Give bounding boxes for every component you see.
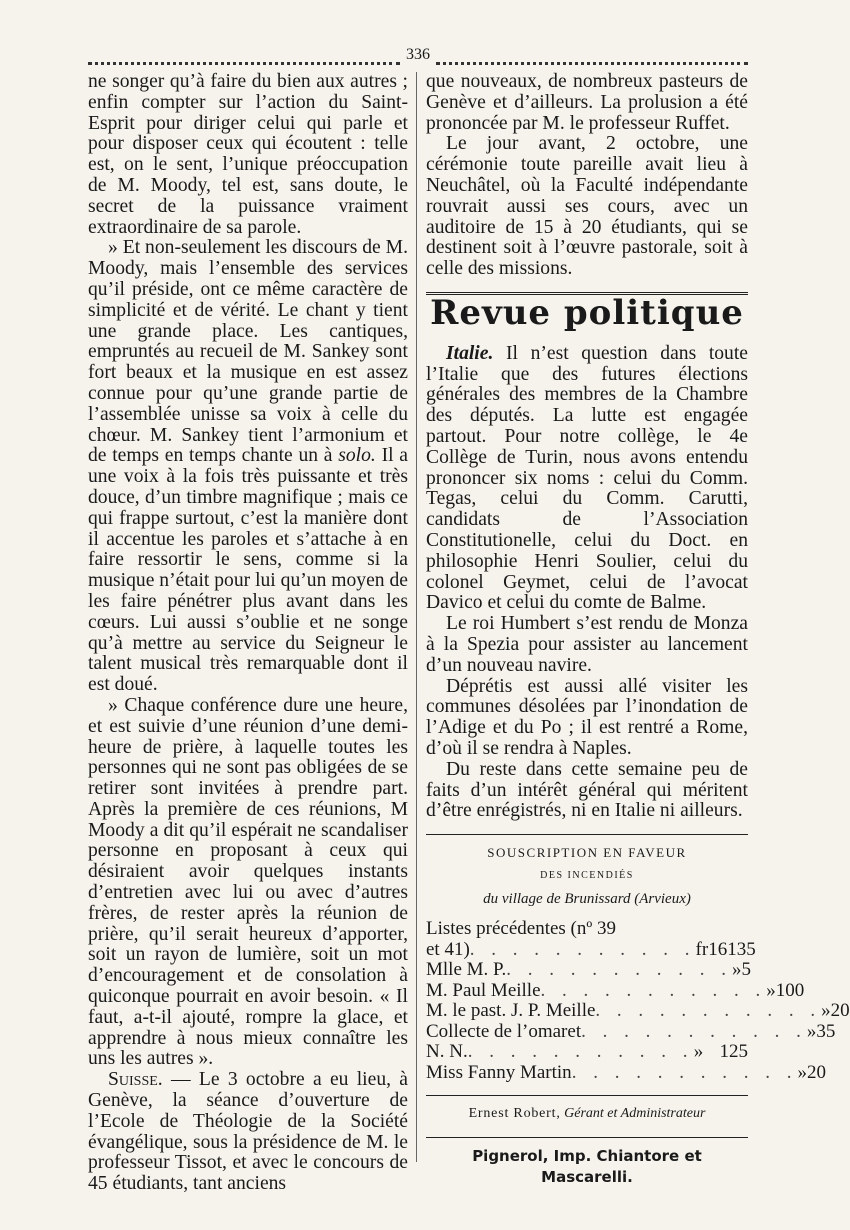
- right-column: [426, 71, 850, 1188]
- section-heading: Revue politique: [430, 292, 744, 333]
- paragraph: [88, 1070, 408, 1195]
- paragraph: [88, 238, 408, 696]
- manager-credit: [426, 1104, 748, 1125]
- paragraph: » Chaque conférence dure une heure, et est suivie d’une réunion d’une demi-heure de prière, à laquelle toutes les personnes qui ne sont pas obligées de se retirer sont invitées à prendre part. Après la première de ces réunions, M Moody a dit qu’il espérait ne scandaliser personne en proposant à ceux qui désiraient avoir quelques instants d’entretien avec lui ou avec d’autres frères, de rester après la réunion de prière, qu’il serait heureux d’apporter, soit un rayon de lumière, soit un mot d’encouragement et de consolation à quiconque pourrait en avoir besoin. « Il faut, a-t-il ajouté, rompre la glace, et apprendre à nous mieux connaître les uns les autres ».: [88, 694, 408, 1070]
- paragraph: Le roi Humbert s’est rendu de Monza à la Spezia pour assister au lancement d’un nouveau navire.: [426, 613, 748, 676]
- subscription-subtitle: DES INCENDIÉS: [540, 869, 634, 881]
- paragraph-text: Il a une voix à la fois très puissante et très douce, d’un timbre magnifique ; mais ce qui frappe surtout, c’est la manière dont il accentue les paroles et s’attache à en faire ressortir le sens, comme si la musique n’était pour lui qu’un moyen de les faire pénétrer plus avant dans les cœurs. Lui aussi s’oublie et ne songe qu’à mettre au service du Seigneur le talent musical très remarquable dont il est doué.: [88, 445, 408, 696]
- section-divider: [426, 1095, 748, 1096]
- donation-row: Collecte de l’omaret . . . . . . . . . . . » 35: [426, 1020, 836, 1042]
- donation-row: Mlle M. P. . . . . . . . . . . . » 5: [426, 959, 751, 981]
- donation-list-intro: Listes précédentes (nº 39: [426, 918, 617, 940]
- donation-list: [426, 918, 850, 1083]
- manager-role: Gérant et Administrateur: [564, 1106, 706, 1122]
- donation-row: M. Paul Meille . . . . . . . . . . . » 100: [426, 979, 805, 1001]
- section-label: Suisse.: [108, 1069, 163, 1091]
- header-rule-right: [436, 52, 748, 65]
- printer-credit: Pignerol, Imp. Chiantore et Mascarelli.: [472, 1147, 702, 1187]
- italic-word: solo.: [338, 445, 376, 467]
- paragraph: Le jour avant, 2 octobre, une cérémonie toute pareille avait lieu à Neuchâtel, où la Faculté indépendante rouvrait aussi ses cours, avec un auditoire de 15 à 20 étudiants, qui se destinent soit à l’œuvre pastorale, soit à celle des missions.: [426, 133, 748, 280]
- paragraph: que nouveaux, de nombreux pasteurs de Genève et d’ailleurs. La prolusion a été prononcée par M. le professeur Ruffet.: [426, 71, 748, 134]
- paragraph: Du reste dans cette semaine peu de faits d’un intérêt général qui méritent d’être enrégistrés, ni en Italie ni ailleurs.: [426, 758, 748, 822]
- section-label: Italie.: [446, 342, 494, 364]
- donation-row: Miss Fanny Martin . . . . . . . . . . . » 20: [426, 1061, 826, 1083]
- paragraph: [426, 344, 748, 614]
- paragraph-text: » Et non-seulement les discours de M. Moody, mais l’ensemble des services qu’il préside, ont ce même caractère de simplicité et de vérité. Le chant y tient une grande place. Les cantiques, empruntés au recueil de M. Sankey sont fort beaux et la musique en est assez connue pour qu’une grande partie de l’assemblée unisse sa voix à celle du chœur. M. Sankey tient l’armonium et de temps en temps chante un à: [88, 237, 408, 467]
- left-column: [88, 72, 408, 1195]
- section-divider: [426, 834, 748, 835]
- paragraph-text: — Le 3 octobre a eu lieu, à Genève, la séance d’ouverture de l’Ecole de Théologie de la Société évangélique, sous la présidence de M. le professeur Tissot, et avec le concours de 45 étudiants, tant anciens: [88, 1069, 408, 1195]
- donation-row: N. N. . . . . . . . . . . . » 1 25: [426, 1041, 748, 1063]
- subscription-location: du village de Brunissard (Arvieux): [483, 890, 691, 907]
- paragraph-text: Il n’est question dans toute l’Italie que des futures élections générales des membres de la Chambre des députés. La lutte est engagée partout. Pour notre collège, le 4e Collège de Turin, nous avons entendu prononcer six noms : celui du Comm. Tegas, celui du Comm. Carutti, candidats de l’Association Constitutionelle, celui du Doct. en philosophie Henri Soulier, celui du colonel Geymet, celui de l’avocat Davico et celui du comte de Balme.: [426, 342, 748, 614]
- paragraph: Déprétis est aussi allé visiter les communes désolées par l’inondation de l’Adige et du Po ; il est rentré a Rome, d’où il se rendra à Naples.: [426, 675, 748, 759]
- page-number: 336: [406, 46, 430, 63]
- donation-row: M. le past. J. P. Meille . . . . . . . . . . . » 20: [426, 1000, 850, 1022]
- manager-name: Ernest Robert,: [468, 1106, 561, 1122]
- subscription-title: SOUSCRIPTION EN FAVEUR: [487, 845, 687, 861]
- paragraph: ne songer qu’à faire du bien aux autres ; enfin compter sur l’action du Saint-Esprit pour diriger celui qui parle et pour disposer ceux qui écoutent : telle est, on le sent, l’unique préoccupation de M. Moody, tel est, sans doute, le secret de la puissance vraiment extraordinaire de sa parole.: [88, 71, 408, 238]
- column-divider: [416, 72, 417, 1162]
- header-rule-left: [88, 52, 400, 65]
- section-divider: [426, 1137, 748, 1138]
- donation-row: et 41) . . . . . . . . . . . fr 161 35: [426, 938, 756, 960]
- page-header: [88, 40, 748, 70]
